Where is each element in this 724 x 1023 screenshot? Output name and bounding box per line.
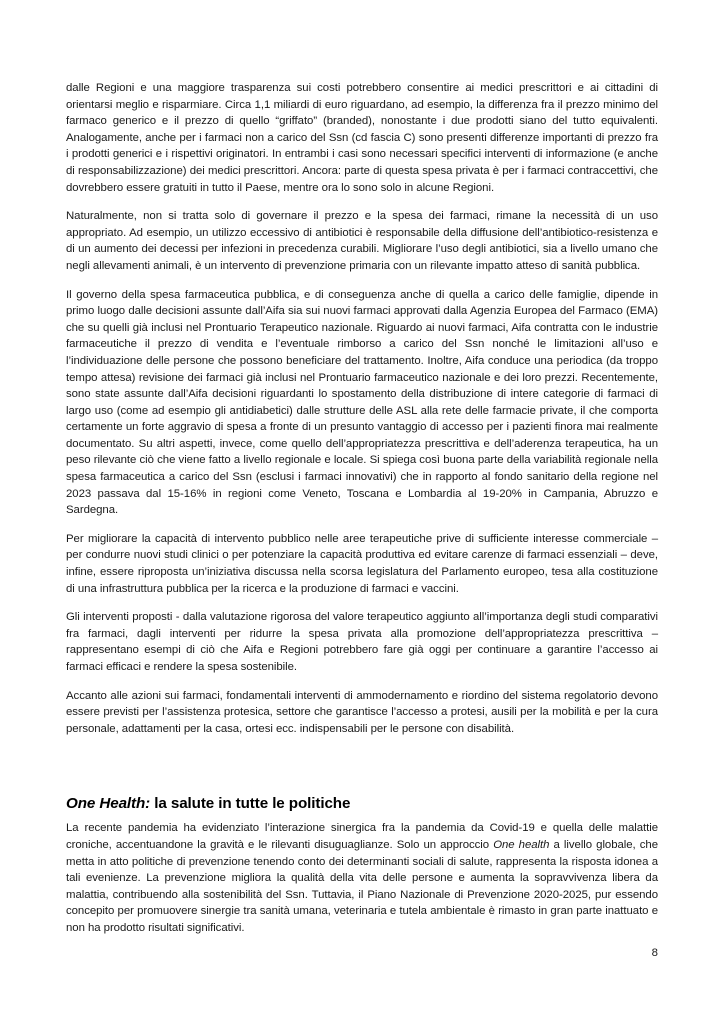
paragraph-6: Accanto alle azioni sui farmaci, fondamentali interventi di ammodernamento e riordino del sistema regolatorio devono essere previsti per l’assistenza protesica, settore che garantisce l’accesso a protesi, ausili per la mobilità e per la cura personale, adattamenti per la casa, ortesi ecc. indispensabili per le persone con disabilità. xyxy=(66,689,658,735)
section-heading-rest: la salute in tutte le politiche xyxy=(150,795,351,813)
page-number: 8 xyxy=(651,947,658,959)
section-heading xyxy=(66,749,658,820)
paragraph-5: Gli interventi proposti - dalla valutazione rigorosa del valore terapeutico aggiunto all’importanza degli studi comparativi fra farmaci, dagli interventi per ridurre la spesa privata alla promozione dell’appropriatezza prescrittiva – rappresentano esempi di ciò che Aifa e Regioni potrebbero fare già oggi per continuare a garantire l’accesso ai farmaci efficaci e rendere la spesa sostenibile. xyxy=(66,611,658,673)
paragraph-1: dalle Regioni e una maggiore trasparenza sui costi potrebbero consentire ai medici prescrittori e ai cittadini di orientarsi meglio e risparmiare. Circa 1,1 miliardi di euro riguardano, ad esempio, la differenza fra il prezzo minimo del farmaco generico e il prezzo di quello “griffato” (branded), nonostante i due prodotti siano del tutto equivalenti. Analogamente, anche per i farmaci non a carico del Ssn (cd fascia C) sono presenti differenze importanti di prezzo fra i prodotti generici e i rispettivi originatori. In entrambi i casi sono necessari specifici interventi di informazione (e anche di responsabilizzazione) dei medici prescrittori. Ancora: parte di questa spesa privata è per i farmaci contraccettivi, che dovrebbero essere gratuiti in tutto il Paese, mentre ora lo sono solo in alcune Regioni. xyxy=(66,82,658,194)
section-paragraph-part-1: La recente pandemia ha evidenziato l’interazione sinergica fra la pandemia da Covid-19 e quella delle malattie croniche, accentuandone la gravità e le rilevanti disuguaglianze. Solo un approccio xyxy=(66,822,658,851)
paragraph-2: Naturalmente, non si tratta solo di governare il prezzo e la spesa dei farmaci, rimane la necessità di un uso appropriato. Ad esempio, un utilizzo eccessivo di antibiotici è responsabile della diffusione dell’antibiotico-resistenza e di un aumento dei decessi per infezioni in precedenza curabili. Migliorare l’uso degli antibiotici, sia a livello umano che negli allevamenti animali, è un intervento di prevenzione primaria con un rilevante impatto atteso di sanità pubblica. xyxy=(66,210,658,272)
section-paragraph-italic-term: One health xyxy=(493,838,550,851)
paragraph-3: Il governo della spesa farmaceutica pubblica, e di conseguenza anche di quella a carico delle famiglie, dipende in primo luogo dalle decisioni assunte dall’Aifa sia sui nuovi farmaci approvati dalla Agenzia Europea del Farmaco (EMA) che su quelli già inclusi nel Prontuario Terapeutico nazionale. Riguardo ai nuovi farmaci, Aifa contratta con le industrie farmaceutiche il prezzo di vendita e l’eventuale rimborso a carico del Ssn nonché le limitazioni all’uso e l’individuazione delle persone che possono beneficiare del trattamento. Inoltre, Aifa conduce una periodica (da troppo tempo attesa) revisione dei farmaci già inclusi nel Prontuario farmaceutico nazionale e dei loro prezzi. Recentemente, sono state assunte dall’Aifa decisioni riguardanti lo spostamento della distribuzione di intere categorie di farmaci di largo uso (come ad esempio gli antidiabetici) dalle strutture delle ASL alla rete delle farmacie private, il che comporta certamente un forte aggravio di spesa a fronte di un presunto vantaggio di accesso per i pazienti finora mai realmente documentato. Su altri aspetti, invece, come quello dell’appropriatezza prescrittiva e dell’aderenza terapeutica, ha un peso rilevante ciò che viene fatto a livello regionale e locale. Si spiega così buona parte della variabilità regionale nella spesa farmaceutica a carico del Ssn (esclusi i farmaci innovativi) che in rapporto al fondo sanitario della regione nel 2023 passava dal 15-16% in regioni come Veneto, Toscana e Lombardia al 19-20% in Campania, Abruzzo e Sardegna. xyxy=(66,288,658,517)
paragraph-4: Per migliorare la capacità di intervento pubblico nelle aree terapeutiche prive di sufficiente interesse commerciale – per condurre nuovi studi clinici o per potenziare la capacità produttiva ed evitare carenze di farmaci essenziali – deve, infine, essere riproposta un’iniziativa discussa nella scorsa legislatura del Parlamento europeo, tesa alla costituzione di una infrastruttura pubblica per la ricerca e la produzione di farmaci e vaccini. xyxy=(66,532,658,595)
page-body xyxy=(66,80,658,949)
section-paragraph-part-2: a livello globale, che metta in atto politiche di prevenzione tenendo conto dei determinanti sociali di salute, rappresenta la risposta idonea a tali evenienze. La prevenzione migliora la qualità della vita delle persone e aumenta la sopravvivenza libera da malattia, contribuendo alla sostenibilità del Ssn. Tuttavia, il Piano Nazionale di Prevenzione 2020-2025, pur essendo concepito per promuovere sinergie tra sanità umana, veterinaria e tutela ambientale è rimasto in gran parte inattuato e non ha prodotto risultati significativi. xyxy=(66,838,658,934)
section-paragraph xyxy=(66,820,658,936)
section-heading-italic-part: One Health: xyxy=(66,795,151,813)
